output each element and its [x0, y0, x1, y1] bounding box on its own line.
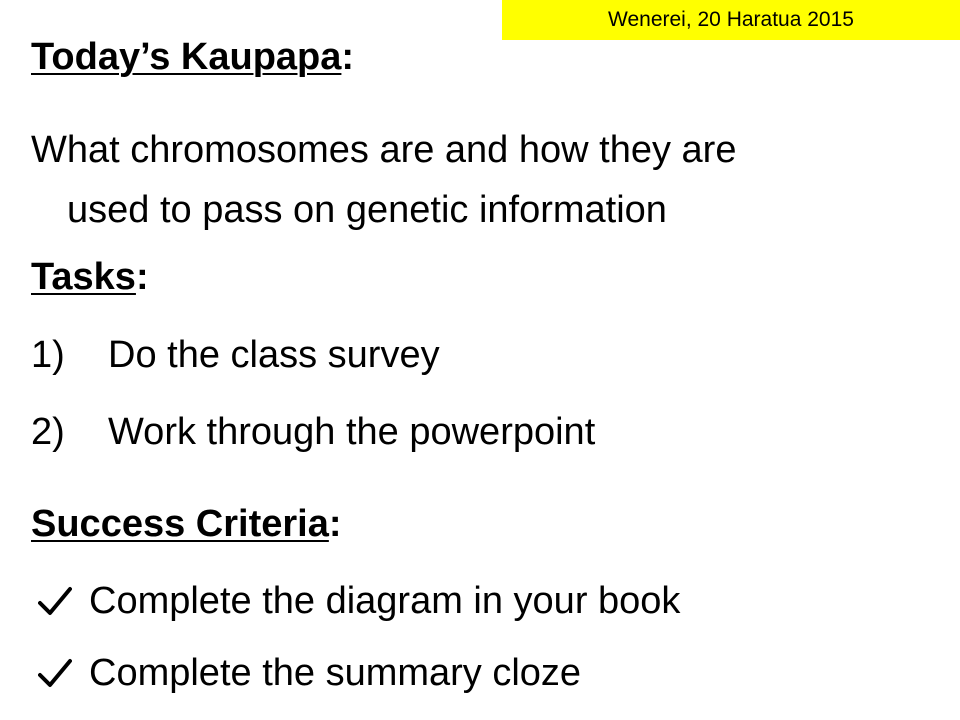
kaupapa-heading [31, 36, 354, 79]
criteria-text: Complete the diagram in your book [89, 580, 681, 622]
checkmark-icon [38, 586, 72, 616]
kaupapa-heading-colon: : [341, 36, 355, 78]
success-criteria-heading-colon: : [328, 503, 342, 545]
kaupapa-objective [31, 120, 941, 240]
objective-line-1: What chromosomes are and how they are [31, 129, 737, 171]
task-text: Do the class survey [108, 334, 440, 376]
tasks-heading [31, 256, 149, 299]
checkmark-icon [38, 658, 72, 688]
criteria-text: Complete the summary cloze [89, 652, 582, 694]
date-text: Wenerei, 20 Haratua 2015 [608, 8, 854, 31]
success-criteria-heading [31, 503, 342, 546]
task-number: 1) [31, 334, 65, 376]
objective-line-2: used to pass on genetic information [67, 189, 667, 231]
tasks-heading-colon: : [135, 256, 149, 298]
kaupapa-heading-label: Today’s Kaupapa [31, 36, 342, 78]
date-banner [502, 0, 960, 40]
task-text: Work through the powerpoint [108, 411, 596, 453]
tasks-heading-label: Tasks [31, 256, 136, 298]
task-number: 2) [31, 411, 65, 453]
success-criteria-heading-label: Success Criteria [31, 503, 329, 545]
